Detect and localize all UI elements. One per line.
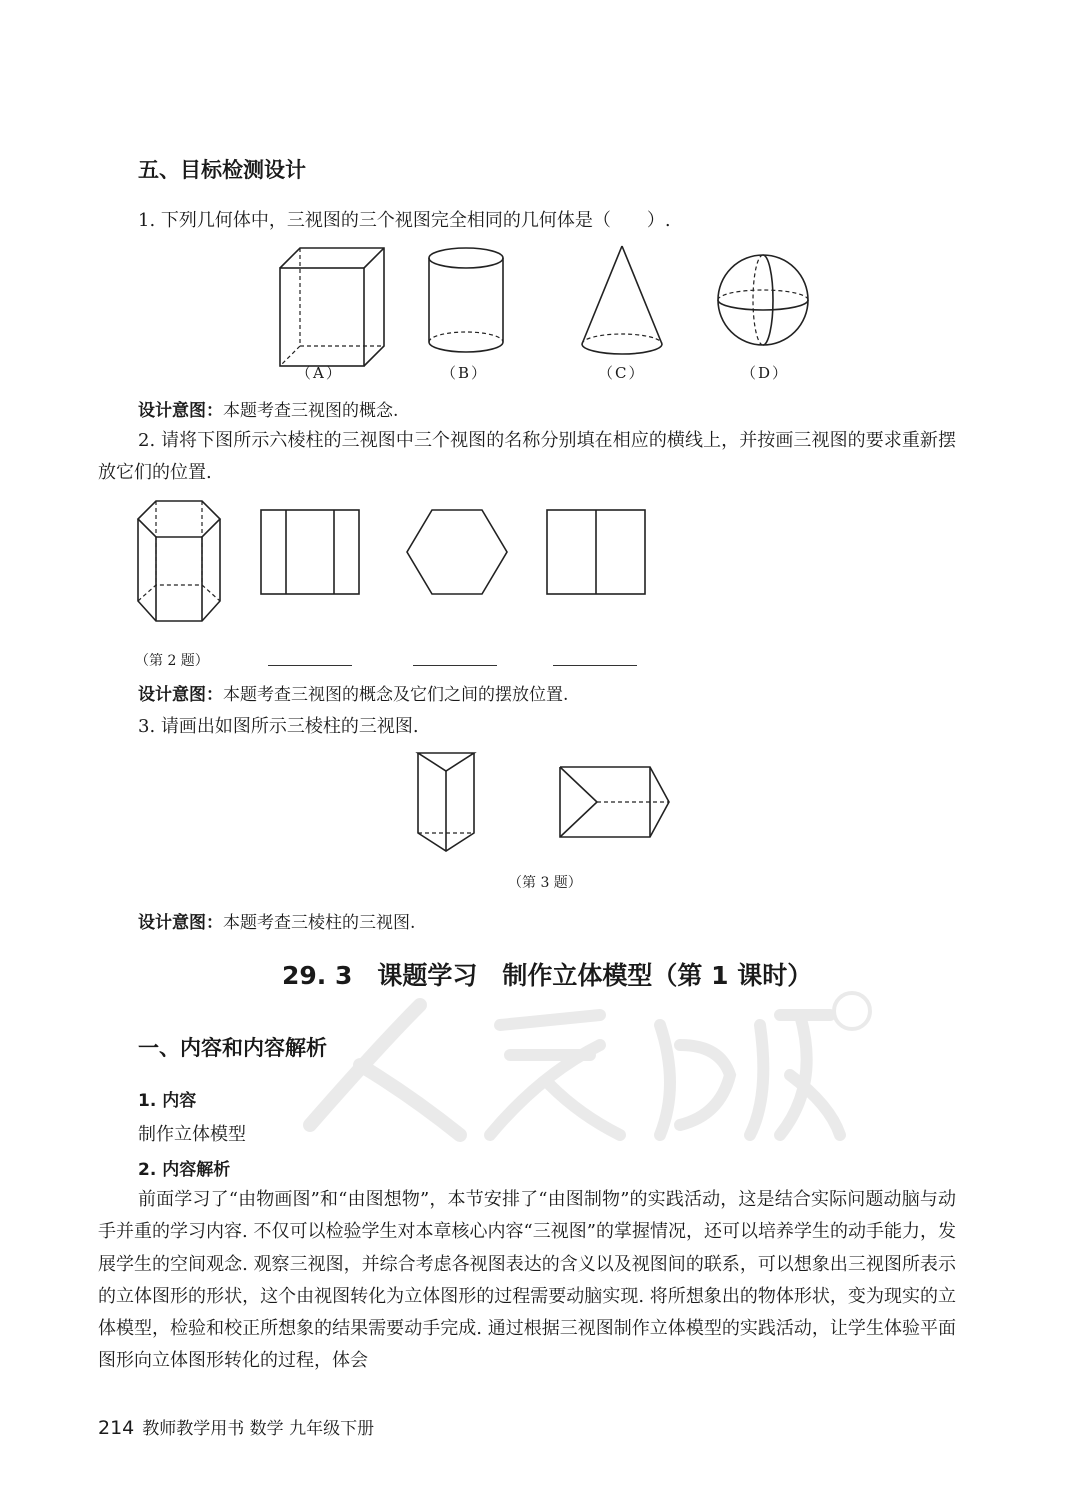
triangular-prism-side-icon (560, 767, 669, 837)
question-1-text: 1. 下列几何体中，三视图的三个视图完全相同的几何体是（ ）. (138, 210, 671, 231)
answer-blank-3[interactable] (553, 665, 637, 666)
intent-label: 设计意图： (138, 913, 223, 933)
answer-blank-2[interactable] (413, 665, 497, 666)
option-b-label: （B） (441, 364, 489, 382)
page-number: 214 (98, 1417, 135, 1439)
sphere-icon (718, 255, 808, 345)
question-1-intent (138, 396, 398, 421)
question-3-text: 3. 请画出如图所示三棱柱的三视图. (138, 716, 419, 737)
publisher-watermark-icon (300, 985, 880, 1145)
option-a-label: （A） (296, 364, 343, 382)
lesson-title: 29. 3 课题学习 制作立体模型（第 1 课时） (282, 961, 813, 990)
cylinder-icon (429, 248, 503, 352)
intent-text: 本题考查三视图的概念. (223, 401, 399, 421)
cone-icon (582, 246, 662, 354)
option-c-label: （C） (598, 364, 646, 382)
content-text: 制作立体模型 (138, 1124, 246, 1145)
front-view-icon (261, 510, 359, 594)
cube-icon (280, 248, 384, 366)
question-3-figures (405, 745, 685, 857)
analysis-label: 2. 内容解析 (138, 1160, 231, 1180)
intent-text: 本题考查三视图的概念及它们之间的摆放位置. (223, 685, 569, 705)
question-2-figures (130, 495, 660, 630)
intent-label: 设计意图： (138, 401, 223, 421)
hexagonal-prism-icon (138, 501, 220, 621)
side-view-icon (547, 510, 645, 594)
book-title: 教师教学用书 数学 九年级下册 (142, 1419, 375, 1439)
question-2-text: 2. 请将下图所示六棱柱的三视图中三个视图的名称分别填在相应的横线上，并按画三视图的要求重新摆放它们的位置. (98, 430, 956, 484)
section-heading-content: 一、内容和内容解析 (138, 1036, 327, 1060)
answer-blank-1[interactable] (268, 665, 352, 666)
question-2-intent (138, 680, 568, 705)
content-label: 1. 内容 (138, 1091, 197, 1111)
triangular-prism-front-icon (418, 753, 474, 851)
analysis-paragraph: 前面学习了“由物画图”和“由图想物”，本节安排了“由图制物”的实践活动，这是结合实际问题动脑与动手并重的学习内容. 不仅可以检验学生对本章核心内容“三视图”的掌握情况，还可以培养学生的动手能力，发展学生的空间观念. 观察三视图，并综合考虑各视图表达的含义以及视图间的联系，可以想象出三视图所表示的立体图形的形状，这个由视图转化为立体图形的过程需要动脑实现. 将所想象出的物体形状，变为现实的立体模型，检验和校正所想象的结果需要动手完成. 通过根据三视图制作立体模型的实践活动，让学生体验平面图形向立体图形转化的过程，体会 (98, 1189, 956, 1372)
question-3-intent (138, 908, 415, 933)
question-2-caption: （第 2 题） (135, 653, 209, 669)
option-d-label: （D） (741, 364, 790, 382)
page-footer (98, 1414, 374, 1439)
intent-text: 本题考查三棱柱的三视图. (223, 913, 416, 933)
section-heading-goals: 五、目标检测设计 (138, 158, 306, 182)
hexagon-view-icon (407, 510, 507, 594)
question-1-figures (260, 240, 840, 370)
question-3-caption: （第 3 题） (508, 875, 582, 891)
intent-label: 设计意图： (138, 685, 223, 705)
